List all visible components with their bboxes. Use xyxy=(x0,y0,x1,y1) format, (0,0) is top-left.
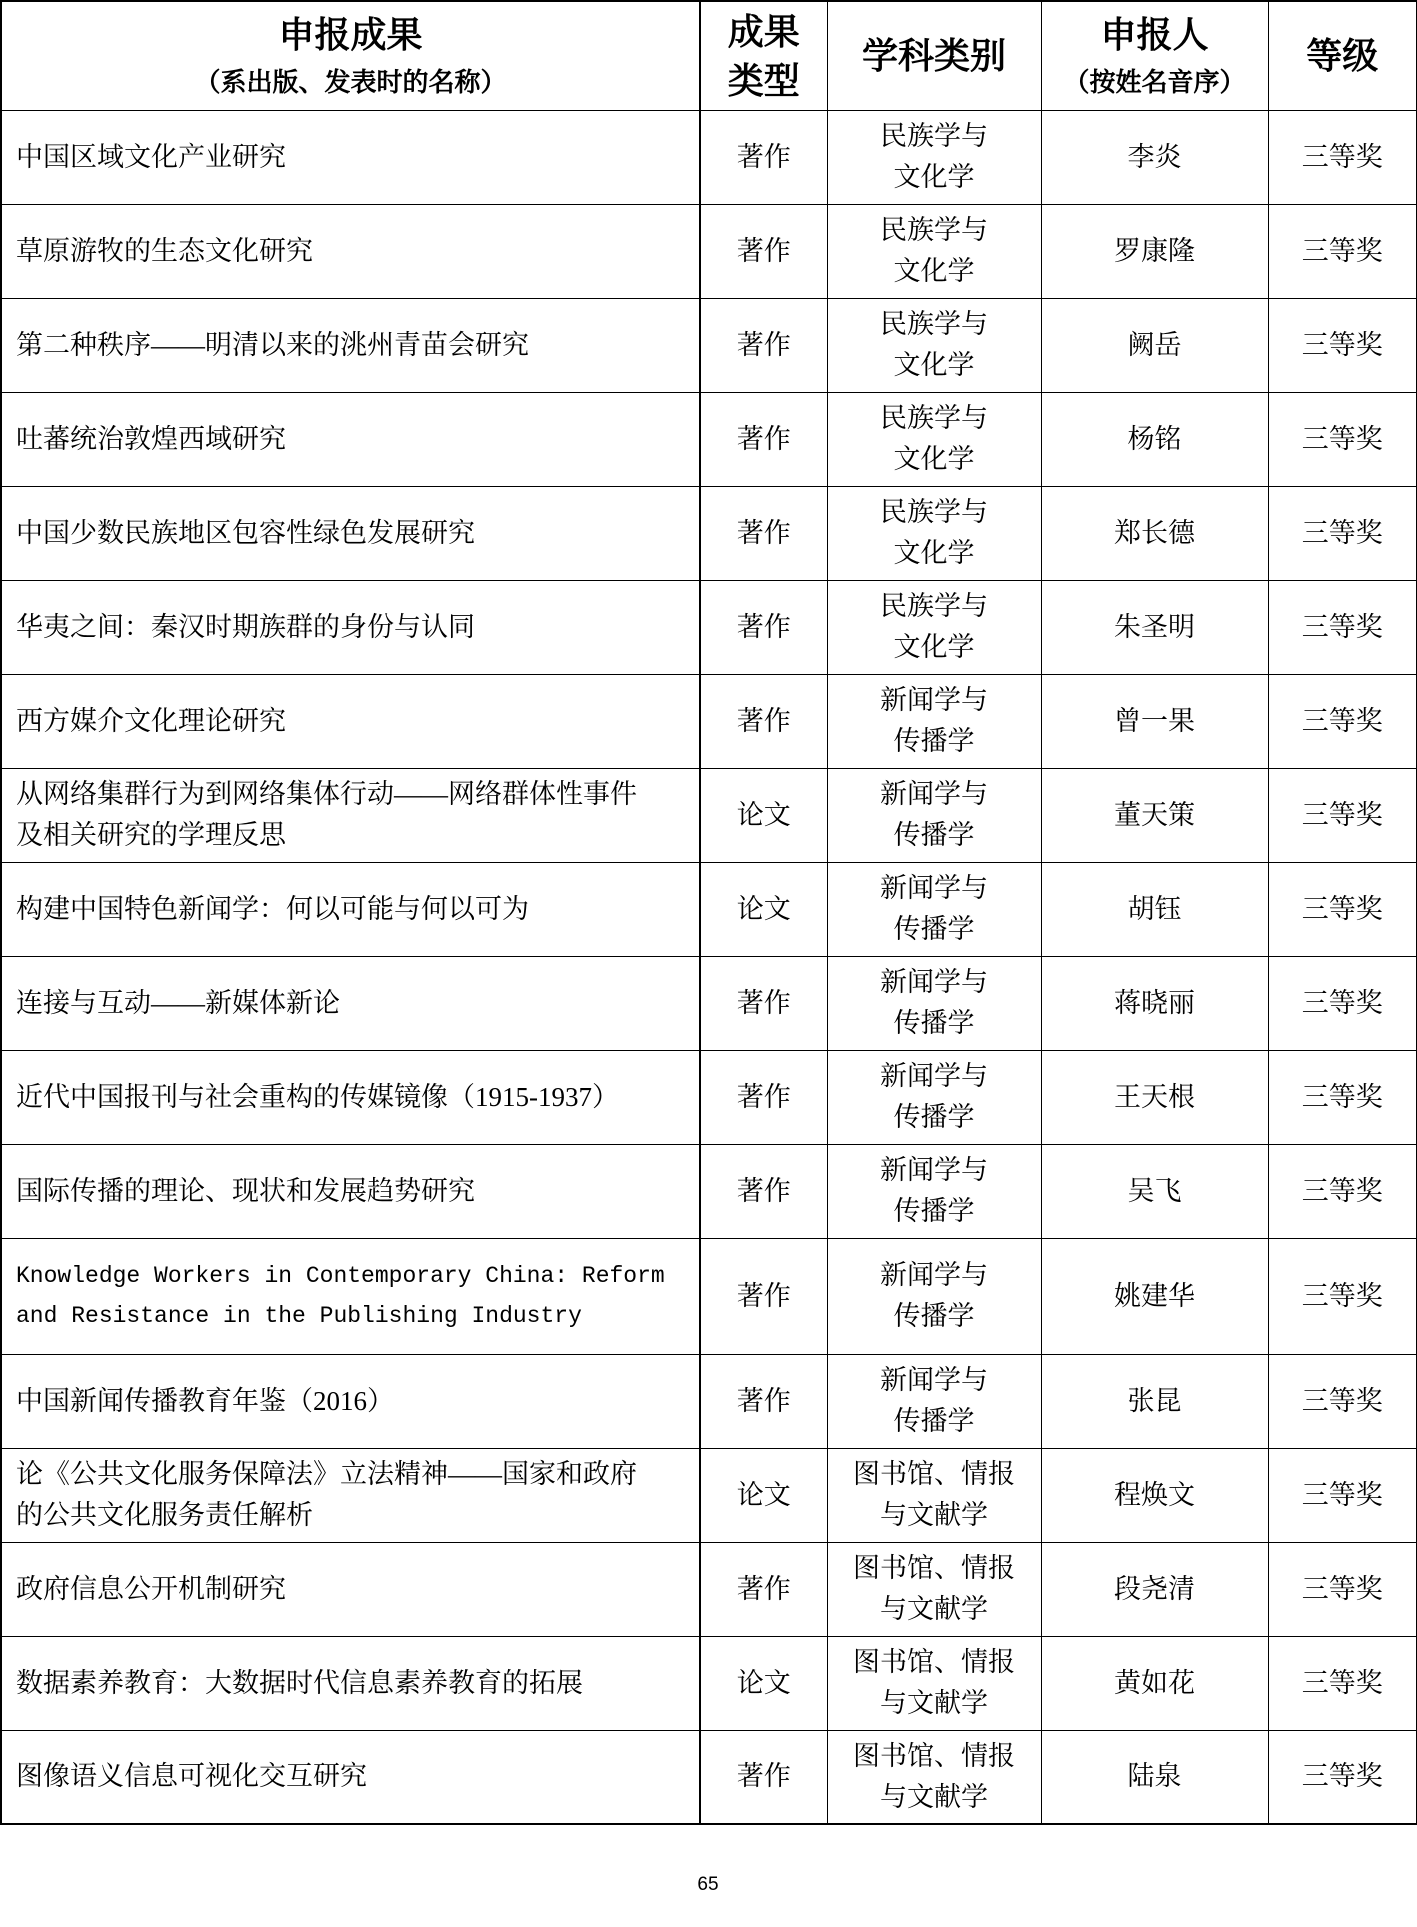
applicant-cell xyxy=(1041,768,1268,862)
achievement-title-cell xyxy=(1,298,700,392)
applicant-cell xyxy=(1041,1448,1268,1542)
award-row xyxy=(1,1144,1417,1238)
award-grade: 三等奖 xyxy=(1301,987,1383,1018)
award-grade: 三等奖 xyxy=(1301,611,1383,642)
discipline-line: 图书馆、情报 xyxy=(853,1553,1015,1583)
award-row xyxy=(1,1542,1417,1636)
award-grade: 三等奖 xyxy=(1301,799,1383,830)
discipline-line: 民族学与 xyxy=(880,403,988,433)
discipline-cell xyxy=(827,110,1041,204)
applicant-name: 黄如花 xyxy=(1114,1667,1195,1698)
discipline-line: 文化学 xyxy=(893,350,975,380)
grade-cell xyxy=(1268,1636,1417,1730)
award-row xyxy=(1,298,1417,392)
achievement-type: 著作 xyxy=(736,141,791,172)
discipline-cell xyxy=(827,1730,1041,1824)
discipline-line: 新闻学与 xyxy=(880,1365,988,1395)
achievement-type-cell xyxy=(700,1354,827,1448)
header-achievement xyxy=(1,1,700,110)
grade-cell xyxy=(1268,392,1417,486)
grade-cell xyxy=(1268,768,1417,862)
discipline-line: 民族学与 xyxy=(880,497,988,527)
award-row xyxy=(1,674,1417,768)
award-grade: 三等奖 xyxy=(1301,1479,1383,1510)
achievement-type-cell xyxy=(700,1238,827,1354)
applicant-cell xyxy=(1041,1636,1268,1730)
achievement-title-cell xyxy=(1,1636,700,1730)
award-grade: 三等奖 xyxy=(1301,1573,1383,1604)
achievement-title-line: 从网络集群行为到网络集体行动——网络群体性事件 xyxy=(16,779,637,809)
discipline-line: 新闻学与 xyxy=(880,685,988,715)
grade-cell xyxy=(1268,1144,1417,1238)
award-row xyxy=(1,956,1417,1050)
applicant-name: 王天根 xyxy=(1114,1081,1195,1112)
achievement-title-line: 中国新闻传播教育年鉴（2016） xyxy=(16,1385,394,1416)
achievement-title-line: 数据素养教育：大数据时代信息素养教育的拓展 xyxy=(16,1667,583,1698)
achievement-title-line: 图像语义信息可视化交互研究 xyxy=(16,1761,367,1792)
award-row xyxy=(1,204,1417,298)
discipline-cell xyxy=(827,956,1041,1050)
achievement-title-line: 第二种秩序——明清以来的洮州青苗会研究 xyxy=(16,329,529,360)
header-achievement-note: （系出版、发表时的名称） xyxy=(194,66,507,97)
discipline-line: 文化学 xyxy=(893,162,975,192)
award-row xyxy=(1,1238,1417,1354)
award-row xyxy=(1,580,1417,674)
grade-cell xyxy=(1268,674,1417,768)
applicant-name: 罗康隆 xyxy=(1114,235,1195,266)
achievement-title-line: 草原游牧的生态文化研究 xyxy=(16,235,313,266)
applicant-cell xyxy=(1041,674,1268,768)
applicant-name: 胡钰 xyxy=(1127,893,1182,924)
discipline-line: 传播学 xyxy=(893,1406,975,1436)
achievement-title-line: 中国区域文化产业研究 xyxy=(16,141,286,172)
applicant-name: 董天策 xyxy=(1114,799,1195,830)
grade-cell xyxy=(1268,486,1417,580)
applicant-cell xyxy=(1041,1730,1268,1824)
header-applicant-title: 申报人 xyxy=(1100,13,1209,55)
discipline-line: 传播学 xyxy=(893,1102,975,1132)
achievement-title-line: and Resistance in the Publishing Industry xyxy=(16,1303,582,1329)
achievement-title-cell xyxy=(1,768,700,862)
achievement-title-line: 构建中国特色新闻学：何以可能与何以可为 xyxy=(16,893,529,924)
discipline-line: 传播学 xyxy=(893,914,975,944)
achievement-type-cell xyxy=(700,862,827,956)
discipline-cell xyxy=(827,768,1041,862)
discipline-line: 新闻学与 xyxy=(880,1260,988,1290)
grade-cell xyxy=(1268,1730,1417,1824)
discipline-cell xyxy=(827,1238,1041,1354)
discipline-line: 图书馆、情报 xyxy=(853,1459,1015,1489)
achievement-type-cell xyxy=(700,110,827,204)
achievement-title-cell xyxy=(1,1448,700,1542)
grade-cell xyxy=(1268,1542,1417,1636)
achievement-title-line: 连接与互动——新媒体新论 xyxy=(16,987,340,1018)
achievement-type-cell xyxy=(700,674,827,768)
applicant-cell xyxy=(1041,298,1268,392)
header-achievement-title: 申报成果 xyxy=(278,13,423,55)
discipline-line: 新闻学与 xyxy=(880,1061,988,1091)
achievement-type: 论文 xyxy=(736,1479,791,1510)
discipline-cell xyxy=(827,1448,1041,1542)
discipline-line: 与文献学 xyxy=(880,1594,988,1624)
achievement-type: 著作 xyxy=(736,1175,791,1206)
award-row xyxy=(1,862,1417,956)
achievement-type: 著作 xyxy=(736,517,791,548)
award-row xyxy=(1,1448,1417,1542)
achievement-type-cell xyxy=(700,1730,827,1824)
applicant-name: 李炎 xyxy=(1127,141,1182,172)
header-type-line: 类型 xyxy=(727,59,800,101)
discipline-line: 传播学 xyxy=(893,1196,975,1226)
achievement-title-line: 华夷之间：秦汉时期族群的身份与认同 xyxy=(16,611,475,642)
grade-cell xyxy=(1268,956,1417,1050)
award-grade: 三等奖 xyxy=(1301,517,1383,548)
achievement-type: 著作 xyxy=(736,987,791,1018)
achievement-type: 论文 xyxy=(736,1667,791,1698)
applicant-name: 杨铭 xyxy=(1127,423,1182,454)
header-applicant xyxy=(1041,1,1268,110)
award-row xyxy=(1,1730,1417,1824)
award-grade: 三等奖 xyxy=(1301,1385,1383,1416)
applicant-cell xyxy=(1041,580,1268,674)
achievement-title-cell xyxy=(1,1730,700,1824)
grade-cell xyxy=(1268,110,1417,204)
achievement-title-line: 近代中国报刊与社会重构的传媒镜像（1915-1937） xyxy=(16,1081,619,1112)
achievement-type-cell xyxy=(700,1542,827,1636)
applicant-name: 曾一果 xyxy=(1114,705,1195,736)
achievement-type: 著作 xyxy=(736,423,791,454)
discipline-cell xyxy=(827,1050,1041,1144)
achievement-type-cell xyxy=(700,1144,827,1238)
grade-cell xyxy=(1268,862,1417,956)
award-row xyxy=(1,110,1417,204)
applicant-name: 段尧清 xyxy=(1114,1573,1195,1604)
discipline-line: 与文献学 xyxy=(880,1500,988,1530)
award-grade: 三等奖 xyxy=(1301,235,1383,266)
applicant-name: 吴飞 xyxy=(1127,1175,1182,1206)
discipline-line: 文化学 xyxy=(893,256,975,286)
discipline-cell xyxy=(827,1144,1041,1238)
achievement-title-cell xyxy=(1,110,700,204)
achievement-title-cell xyxy=(1,486,700,580)
achievement-title-line: Knowledge Workers in Contemporary China: Reform xyxy=(16,1263,665,1289)
achievement-title-cell xyxy=(1,1050,700,1144)
achievement-title-line: 西方媒介文化理论研究 xyxy=(16,705,286,736)
award-grade: 三等奖 xyxy=(1301,1761,1383,1792)
header-type-line: 成果 xyxy=(727,10,800,52)
achievement-type-cell xyxy=(700,1448,827,1542)
discipline-line: 新闻学与 xyxy=(880,967,988,997)
header-discipline xyxy=(827,1,1041,110)
applicant-cell xyxy=(1041,1354,1268,1448)
achievement-type-cell xyxy=(700,392,827,486)
header-applicant-note: （按姓名音序） xyxy=(1063,66,1246,97)
discipline-cell xyxy=(827,392,1041,486)
applicant-name: 张昆 xyxy=(1127,1385,1182,1416)
table-header-row xyxy=(1,1,1417,110)
discipline-line: 民族学与 xyxy=(880,215,988,245)
grade-cell xyxy=(1268,1238,1417,1354)
discipline-cell xyxy=(827,1354,1041,1448)
discipline-line: 民族学与 xyxy=(880,121,988,151)
achievement-type-cell xyxy=(700,956,827,1050)
applicant-cell xyxy=(1041,1050,1268,1144)
header-grade-label: 等级 xyxy=(1306,34,1379,76)
discipline-line: 文化学 xyxy=(893,538,975,568)
achievement-type-cell xyxy=(700,486,827,580)
achievement-type-cell xyxy=(700,768,827,862)
award-row xyxy=(1,768,1417,862)
achievement-title-cell xyxy=(1,204,700,298)
applicant-cell xyxy=(1041,956,1268,1050)
applicant-cell xyxy=(1041,1542,1268,1636)
award-grade: 三等奖 xyxy=(1301,705,1383,736)
achievement-type-cell xyxy=(700,204,827,298)
achievement-title-line: 国际传播的理论、现状和发展趋势研究 xyxy=(16,1175,475,1206)
achievement-title-cell xyxy=(1,1354,700,1448)
discipline-line: 新闻学与 xyxy=(880,873,988,903)
discipline-line: 传播学 xyxy=(893,1008,975,1038)
award-grade: 三等奖 xyxy=(1301,1667,1383,1698)
discipline-line: 文化学 xyxy=(893,632,975,662)
applicant-name: 蒋晓丽 xyxy=(1114,987,1195,1018)
discipline-cell xyxy=(827,674,1041,768)
achievement-type: 著作 xyxy=(736,1761,791,1792)
achievement-title-cell xyxy=(1,862,700,956)
achievement-type: 论文 xyxy=(736,799,791,830)
award-grade: 三等奖 xyxy=(1301,329,1383,360)
achievement-title-line: 中国少数民族地区包容性绿色发展研究 xyxy=(16,517,475,548)
achievement-title-cell xyxy=(1,1144,700,1238)
applicant-cell xyxy=(1041,1238,1268,1354)
achievement-title-cell xyxy=(1,674,700,768)
applicant-cell xyxy=(1041,862,1268,956)
header-type xyxy=(700,1,827,110)
applicant-name: 阙岳 xyxy=(1127,329,1182,360)
award-grade: 三等奖 xyxy=(1301,141,1383,172)
award-grade: 三等奖 xyxy=(1301,423,1383,454)
award-row xyxy=(1,1354,1417,1448)
grade-cell xyxy=(1268,298,1417,392)
discipline-line: 民族学与 xyxy=(880,309,988,339)
achievement-type-cell xyxy=(700,580,827,674)
grade-cell xyxy=(1268,204,1417,298)
achievement-title-line: 政府信息公开机制研究 xyxy=(16,1573,286,1604)
achievement-title-line: 的公共文化服务责任解析 xyxy=(16,1500,313,1530)
applicant-name: 姚建华 xyxy=(1114,1280,1195,1311)
discipline-cell xyxy=(827,862,1041,956)
achievement-type: 论文 xyxy=(736,893,791,924)
achievement-type: 著作 xyxy=(736,1385,791,1416)
header-grade xyxy=(1268,1,1417,110)
award-row xyxy=(1,1050,1417,1144)
discipline-line: 传播学 xyxy=(893,820,975,850)
header-discipline-label: 学科类别 xyxy=(861,34,1006,76)
applicant-cell xyxy=(1041,204,1268,298)
achievement-type: 著作 xyxy=(736,1573,791,1604)
achievement-title-cell xyxy=(1,1542,700,1636)
achievement-type-cell xyxy=(700,1050,827,1144)
achievement-type: 著作 xyxy=(736,235,791,266)
discipline-line: 传播学 xyxy=(893,1301,975,1331)
award-row xyxy=(1,486,1417,580)
award-row xyxy=(1,392,1417,486)
achievement-type-cell xyxy=(700,1636,827,1730)
applicant-cell xyxy=(1041,1144,1268,1238)
applicant-name: 朱圣明 xyxy=(1114,611,1195,642)
award-grade: 三等奖 xyxy=(1301,1280,1383,1311)
grade-cell xyxy=(1268,1354,1417,1448)
discipline-line: 民族学与 xyxy=(880,591,988,621)
achievement-type: 著作 xyxy=(736,329,791,360)
achievement-type: 著作 xyxy=(736,1081,791,1112)
discipline-line: 新闻学与 xyxy=(880,779,988,809)
applicant-cell xyxy=(1041,110,1268,204)
achievement-title-cell xyxy=(1,580,700,674)
discipline-cell xyxy=(827,298,1041,392)
discipline-cell xyxy=(827,204,1041,298)
discipline-line: 传播学 xyxy=(893,726,975,756)
discipline-line: 文化学 xyxy=(893,444,975,474)
award-grade: 三等奖 xyxy=(1301,893,1383,924)
awards-table-body xyxy=(1,110,1417,1824)
discipline-line: 与文献学 xyxy=(880,1781,988,1812)
achievement-title-cell xyxy=(1,1238,700,1354)
applicant-cell xyxy=(1041,486,1268,580)
applicant-name: 郑长德 xyxy=(1114,517,1195,548)
achievement-title-cell xyxy=(1,392,700,486)
discipline-line: 新闻学与 xyxy=(880,1155,988,1185)
award-row xyxy=(1,1636,1417,1730)
discipline-cell xyxy=(827,1542,1041,1636)
achievement-title-cell xyxy=(1,956,700,1050)
grade-cell xyxy=(1268,580,1417,674)
discipline-cell xyxy=(827,1636,1041,1730)
discipline-cell xyxy=(827,486,1041,580)
discipline-line: 图书馆、情报 xyxy=(853,1740,1015,1771)
grade-cell xyxy=(1268,1448,1417,1542)
discipline-line: 与文献学 xyxy=(880,1688,988,1718)
achievement-title-line: 及相关研究的学理反思 xyxy=(16,820,286,850)
achievement-type-cell xyxy=(700,298,827,392)
achievement-title-line: 吐蕃统治敦煌西域研究 xyxy=(16,423,286,454)
achievement-type: 著作 xyxy=(736,705,791,736)
discipline-line: 图书馆、情报 xyxy=(853,1647,1015,1677)
applicant-cell xyxy=(1041,392,1268,486)
award-grade: 三等奖 xyxy=(1301,1175,1383,1206)
discipline-cell xyxy=(827,580,1041,674)
applicant-name: 程焕文 xyxy=(1114,1479,1195,1510)
grade-cell xyxy=(1268,1050,1417,1144)
page-number: 65 xyxy=(697,1874,719,1895)
achievement-title-line: 论《公共文化服务保障法》立法精神——国家和政府 xyxy=(16,1459,637,1489)
award-grade: 三等奖 xyxy=(1301,1081,1383,1112)
achievement-type: 著作 xyxy=(736,611,791,642)
applicant-name: 陆泉 xyxy=(1127,1761,1182,1792)
achievement-type: 著作 xyxy=(736,1280,791,1311)
